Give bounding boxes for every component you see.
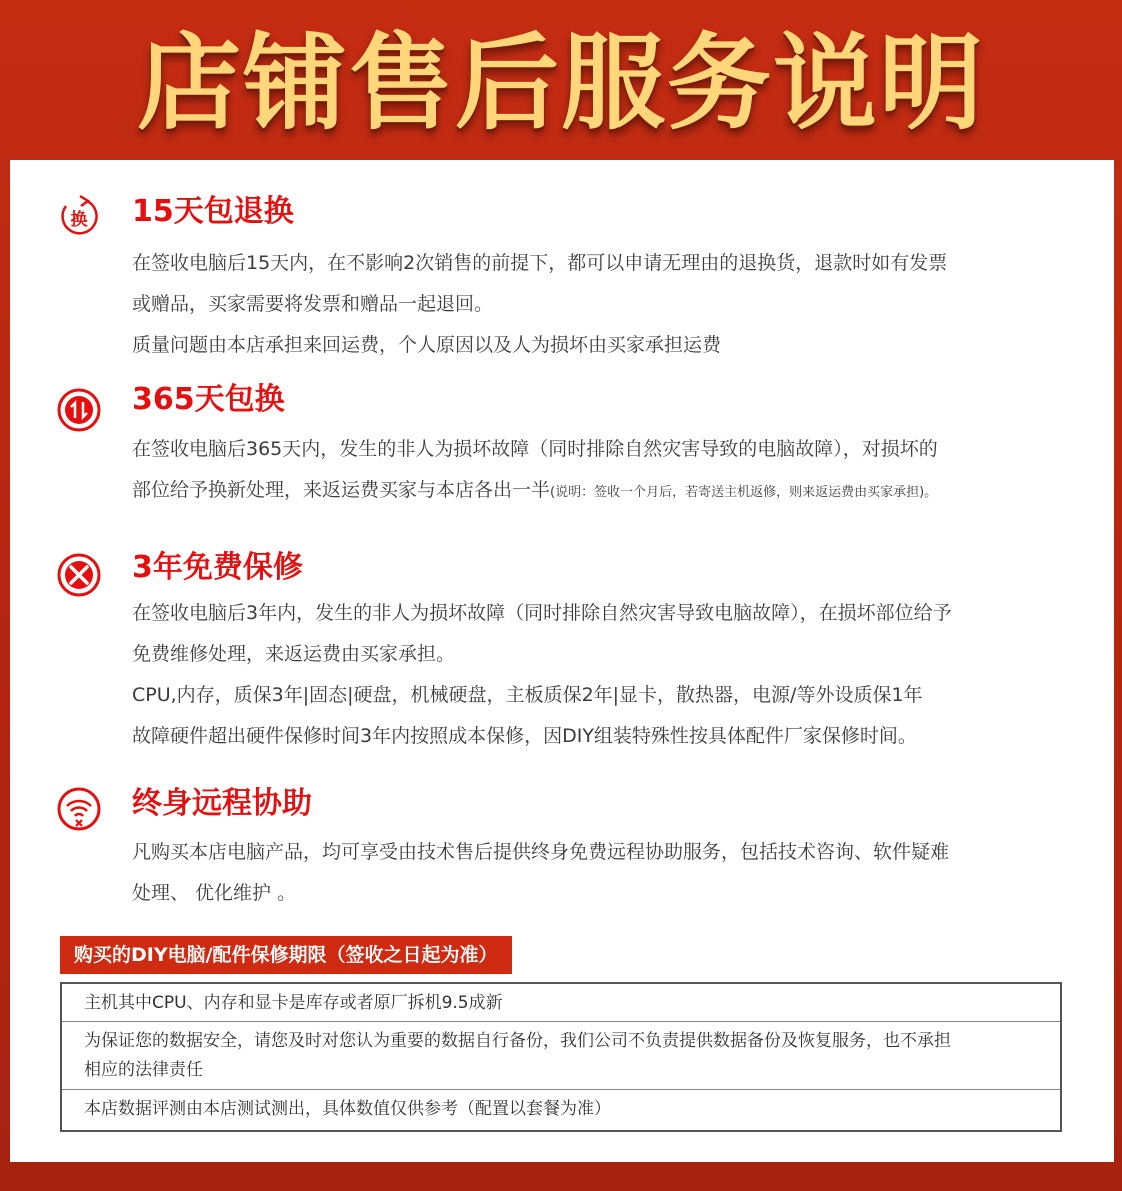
section-15-day-return <box>10 190 1114 370</box>
section-text-line: 故障硬件超出硬件保修时间3年内按照成本保修，因DIY组装特殊性按具体配件厂家保修时间。 <box>132 725 917 747</box>
table-cell-text: 主机其中CPU、内存和显卡是库存或者原厂拆机9.5成新 <box>84 993 503 1013</box>
table-cell-text: 相应的法律责任 <box>84 1060 203 1080</box>
section-title: 终身远程协助 <box>132 786 312 821</box>
table-row <box>62 1022 1060 1090</box>
header-banner <box>0 0 1122 158</box>
table-row <box>62 984 1060 1022</box>
section-small-note: (说明：签收一个月后，若寄送主机返修，则来返运费由买家承担)。 <box>550 485 938 500</box>
section-title: 15天包退换 <box>132 194 294 229</box>
section-text-line: 在签收电脑后15天内，在不影响2次销售的前提下，都可以申请无理由的退换货，退款时如有发票 <box>132 252 948 274</box>
section-text: 部位给予换新处理，来返运费买家与本店各出一半 <box>132 479 551 501</box>
section-3-year-warranty <box>10 548 1114 748</box>
section-text-line: 在签收电脑后3年内，发生的非人为损坏故障（同时排除自然灾害导致电脑故障），在损坏部位给予 <box>132 602 952 624</box>
table-row <box>62 1090 1060 1130</box>
table-cell-text: 为保证您的数据安全，请您及时对您认为重要的数据自行备份，我们公司不负责提供数据备份及恢复服务，也不承担 <box>84 1031 951 1051</box>
svg-text:换: 换 <box>70 210 88 230</box>
warranty-notes-table <box>60 982 1062 1132</box>
service-panel <box>10 160 1114 1162</box>
section-text-line: 凡购买本店电脑产品，均可享受由技术售后提供终身免费远程协助服务，包括技术咨询、软件疑难 <box>132 841 950 863</box>
section-365-day-exchange <box>10 378 1114 508</box>
section-text-line: 在签收电脑后365天内，发生的非人为损坏故障（同时排除自然灾害导致的电脑故障），对损坏的 <box>132 438 938 460</box>
section-text-line: 或赠品，买家需要将发票和赠品一起退回。 <box>132 293 494 315</box>
section-text-line <box>132 477 937 506</box>
exchange-arrows-icon <box>56 387 102 433</box>
return-exchange-icon <box>56 194 102 240</box>
section-text-line: 处理、 优化维护 。 <box>132 882 297 904</box>
table-cell-text: 本店数据评测由本店测试测出，具体数值仅供参考（配置以套餐为准） <box>84 1099 611 1119</box>
section-title: 3年免费保修 <box>132 550 303 585</box>
page-title: 店铺售后服务说明 <box>136 22 985 144</box>
section-text-line: CPU,内存，质保3年|固态|硬盘，机械硬盘，主板质保2年|显卡，散热器，电源/等外设质保1年 <box>132 684 923 706</box>
remote-wifi-icon <box>56 786 102 832</box>
section-text-line: 免费维修处理，来返运费由买家承担。 <box>132 643 456 665</box>
section-text-line: 质量问题由本店承担来回运费，个人原因以及人为损坏由买家承担运费 <box>132 334 722 356</box>
repair-tools-icon <box>56 552 102 598</box>
section-title: 365天包换 <box>132 382 285 417</box>
section-remote-assistance <box>10 784 1114 914</box>
warranty-notes-heading: 购买的DIY电脑/配件保修期限（签收之日起为准） <box>60 936 512 974</box>
